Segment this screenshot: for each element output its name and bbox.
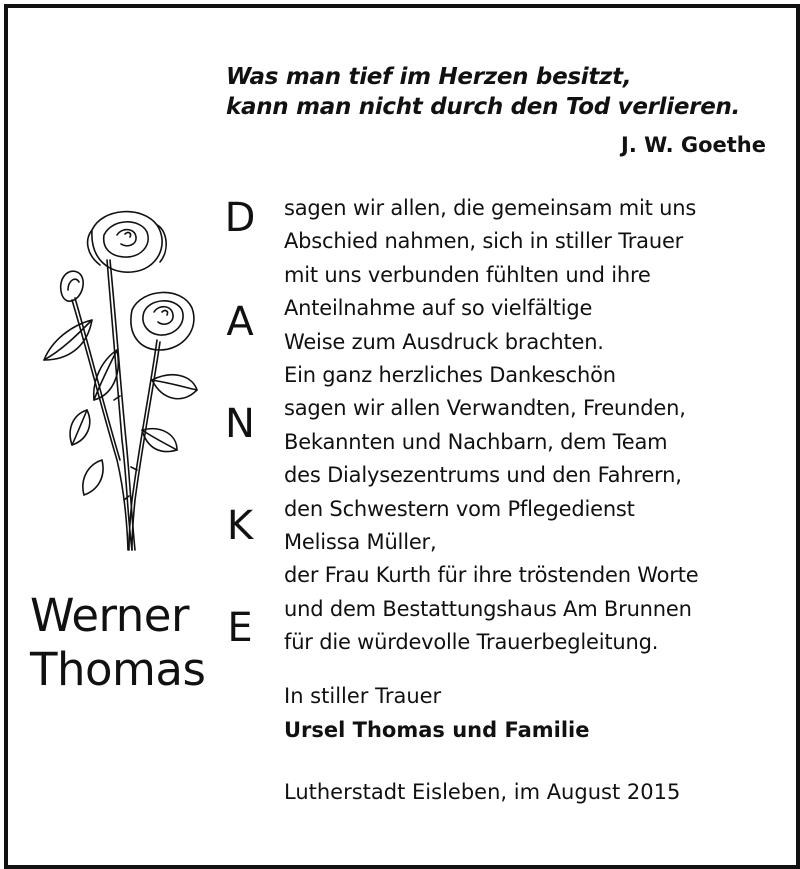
thanks-line: Ein ganz herzliches Dankeschön [284,363,616,388]
deceased-first-name: Werner [30,589,189,642]
thanks-line: des Dialysezentrums und den Fahrern, [284,463,682,488]
thanks-text [284,192,698,660]
quote-line-1: Was man tief im Herzen besitzt, [226,64,632,90]
thanks-line: den Schwestern vom Pflegedienst [284,496,635,521]
goethe-quote [226,62,771,122]
signoff-intro: In stiller Trauer [284,684,442,708]
dank-letter-k: K [226,503,254,549]
rose-illustration-icon [32,200,202,560]
signoff-place-date: Lutherstadt Eisleben, im August 2015 [284,780,681,804]
thanks-line: und dem Bestattungshaus Am Brunnen [284,596,692,621]
dank-letter-a: A [226,299,254,345]
thanks-line: Bekannten und Nachbarn, dem Team [284,429,668,454]
thanks-line: sagen wir allen Verwandten, Freunden, [284,396,686,421]
deceased-last-name: Thomas [30,643,206,696]
thanks-line: sagen wir allen, die gemeinsam mit uns [284,196,697,220]
thanks-line: Melissa Müller, [284,530,437,555]
thanks-line: der Frau Kurth für ihre tröstenden Worte [284,563,699,588]
quote-author: J. W. Goethe [621,133,766,157]
dank-letter-d: D [224,195,256,241]
dank-letter-n: N [225,401,255,447]
quote-line-2: kann man nicht durch den Tod verlieren. [226,94,740,120]
thanks-line: für die würdevolle Trauerbegleitung. [284,630,659,655]
dank-letter-e: E [227,605,253,651]
thanks-line: Weise zum Ausdruck brachten. [284,329,604,354]
thanks-line: Anteilnahme auf so vielfältige [284,296,593,321]
signoff-family: Ursel Thomas und Familie [284,718,590,742]
thanks-line: mit uns verbunden fühlten und ihre [284,262,651,287]
thanks-line: Abschied nahmen, sich in stiller Trauer [284,229,684,254]
